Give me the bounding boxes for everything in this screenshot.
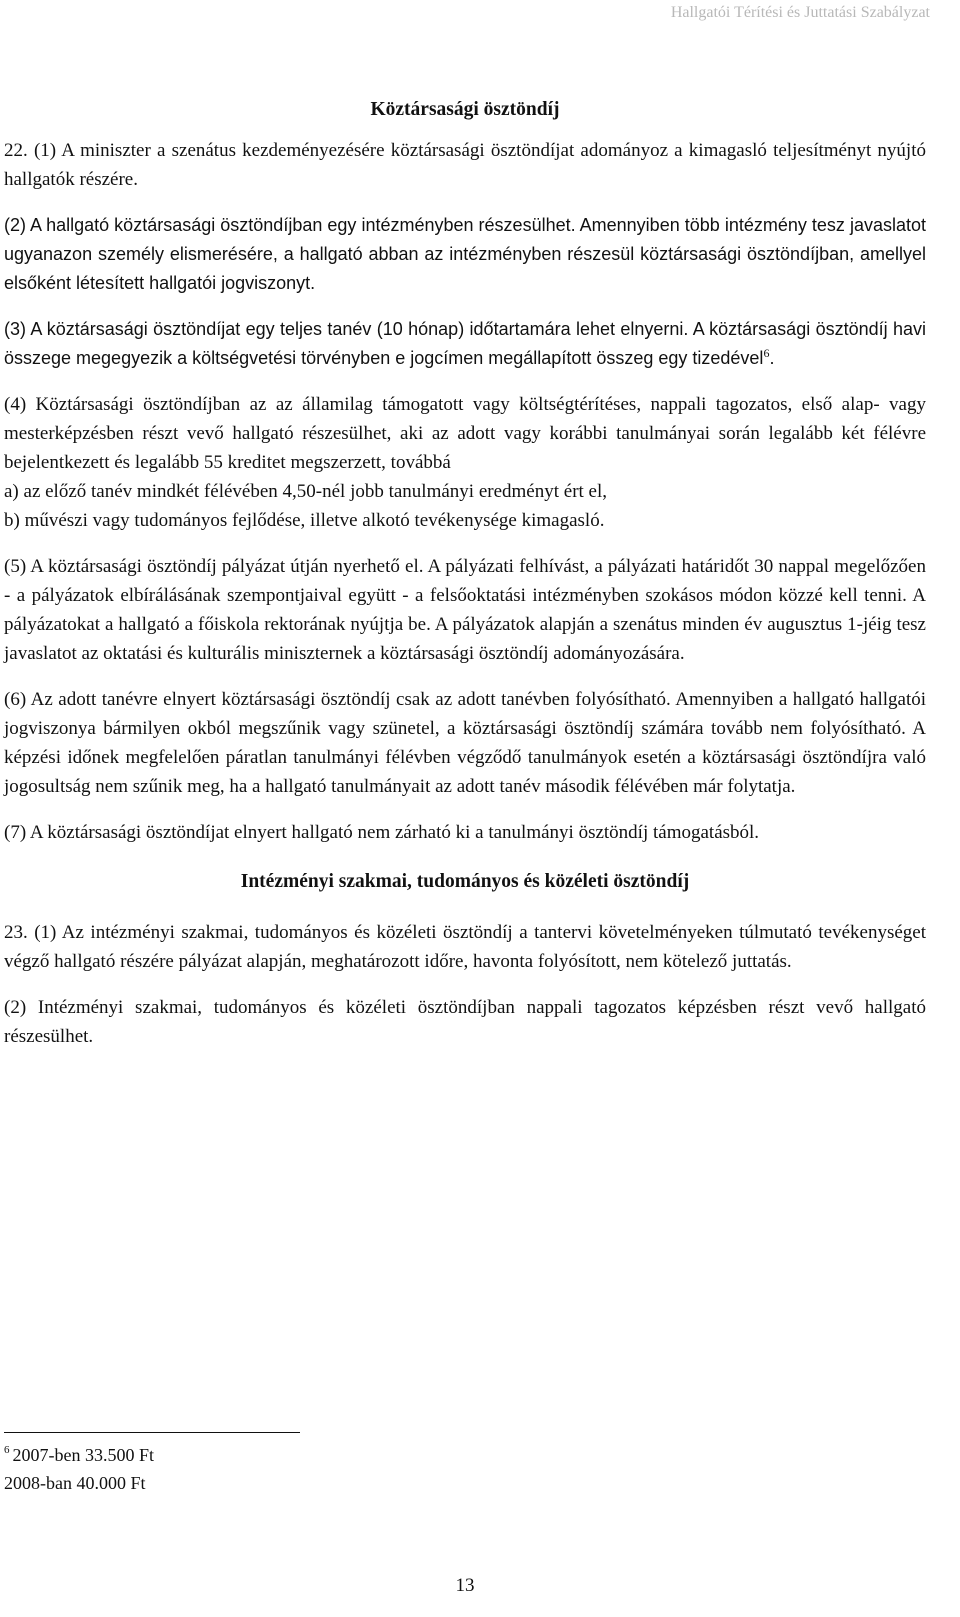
running-header: Hallgatói Térítési és Juttatási Szabályzat	[670, 4, 930, 21]
section-heading-koztarsasagi: Köztársasági ösztöndíj	[370, 99, 560, 120]
footnotes	[4, 1441, 154, 1497]
paragraph-22-3-lead: (3) A köztársasági ösztöndíjat egy teljes tanév (10 hónap) időtartamára lehet elnyerni.	[4, 319, 689, 339]
footnote-separator	[4, 1432, 300, 1433]
footnote-marker: 6	[4, 1444, 10, 1456]
paragraph-22-4-item-b: b) művészi vagy tudományos fejlődése, illetve alkotó tevékenysége kimagasló.	[4, 510, 605, 531]
paragraph-22-4-text: (4) Köztársasági ösztöndíjban az az államilag támogatott vagy költségtérítéses, nappali tagozatos, első alap- vagy mesterképzésben részt vevő hallgató részesülhet, aki az adott vagy korábbi tanulmányai során legalább két félévre bejelentkezett és legalább 55 kreditet megszerzett, továbbá	[4, 394, 926, 473]
paragraph-22-3-end: .	[769, 348, 775, 368]
paragraph-23-1: 23. (1) Az intézményi szakmai, tudományos és közéleti ösztöndíj a tantervi követelményeken túlmutató tevékenységet végző hallgató részére pályázat alapján, meghatározott időre, havonta folyósított, nem kötelező juttatás.	[4, 922, 926, 972]
section-heading-intezmenyi: Intézményi szakmai, tudományos és közéleti ösztöndíj	[240, 871, 690, 892]
footnote-6	[4, 1441, 154, 1469]
paragraph-22-6: (6) Az adott tanévre elnyert köztársasági ösztöndíj csak az adott tanévben folyósítható. Amennyiben a hallgató hallgatói jogviszonya bármilyen okból megszűnik vagy szünetel, a köztársasági ösztöndíj számára tovább nem folyósítható. A képzési időnek megfelelően páratlan tanulmányi félévben végződő tanulmányok esetén a köztársasági ösztöndíjra való jogosultság nem szűnik meg, ha a hallgató tanulmányait az adott tanév második félévében már folytatja.	[4, 689, 926, 797]
paragraph-22-4	[4, 390, 926, 535]
footnote-reference[interactable]: 6	[763, 346, 770, 360]
footnote-line-1: 2007-ben 33.500 Ft	[12, 1445, 154, 1465]
paragraph-22-7: (7) A köztársasági ösztöndíjat elnyert hallgató nem zárható ki a tanulmányi ösztöndíj támogatásból.	[4, 822, 760, 843]
footnote-line-2: 2008-ban 40.000 Ft	[4, 1473, 146, 1493]
paragraph-22-2-lead: (2) A hallgató köztársasági ösztöndíjban egy intézményben részesülhet.	[4, 215, 576, 235]
body-text	[4, 95, 926, 1068]
paragraph-22-3-rest: A köztársasági ösztöndíj havi összege megegyezik a költségvetési törvényben e jogcímen megállapított összeg egy tizedével	[4, 319, 927, 368]
paragraph-22-2-rest: Amennyiben több intézmény tesz javaslatot ugyanazon személy elismerésére, a hallgató abban az intézményben részesül köztársasági ösztöndíjban, amellyel elsőként létesített hallgatói jogviszonyt.	[4, 215, 926, 293]
page-number: 13	[455, 1575, 475, 1596]
paragraph-22-5: (5) A köztársasági ösztöndíj pályázat útján nyerhető el. A pályázati felhívást, a pályázati határidőt 30 nappal megelőzően - a pályázatok elbírálásának szempontjaival együtt - a felsőoktatási intézményben szokásos módon közzé kell tenni. A pályázatokat a hallgató a főiskola rektorának nyújtja be. A pályázatok alapján a szenátus minden év augusztus 1-jéig tesz javaslatot az oktatási és kulturális miniszternek a köztársasági ösztöndíj adományozására.	[4, 556, 926, 664]
paragraph-23-2: (2) Intézményi szakmai, tudományos és közéleti ösztöndíjban nappali tagozatos képzésben részt vevő hallgató részesülhet.	[4, 997, 926, 1047]
paragraph-22-3	[4, 315, 926, 373]
paragraph-22-2	[4, 211, 926, 298]
paragraph-22-4-item-a: a) az előző tanév mindkét félévében 4,50-nél jobb tanulmányi eredményt ért el,	[4, 481, 608, 502]
paragraph-22-1: 22. (1) A miniszter a szenátus kezdeményezésére köztársasági ösztöndíjat adományoz a kimagasló teljesítményt nyújtó hallgatók részére.	[4, 140, 926, 190]
